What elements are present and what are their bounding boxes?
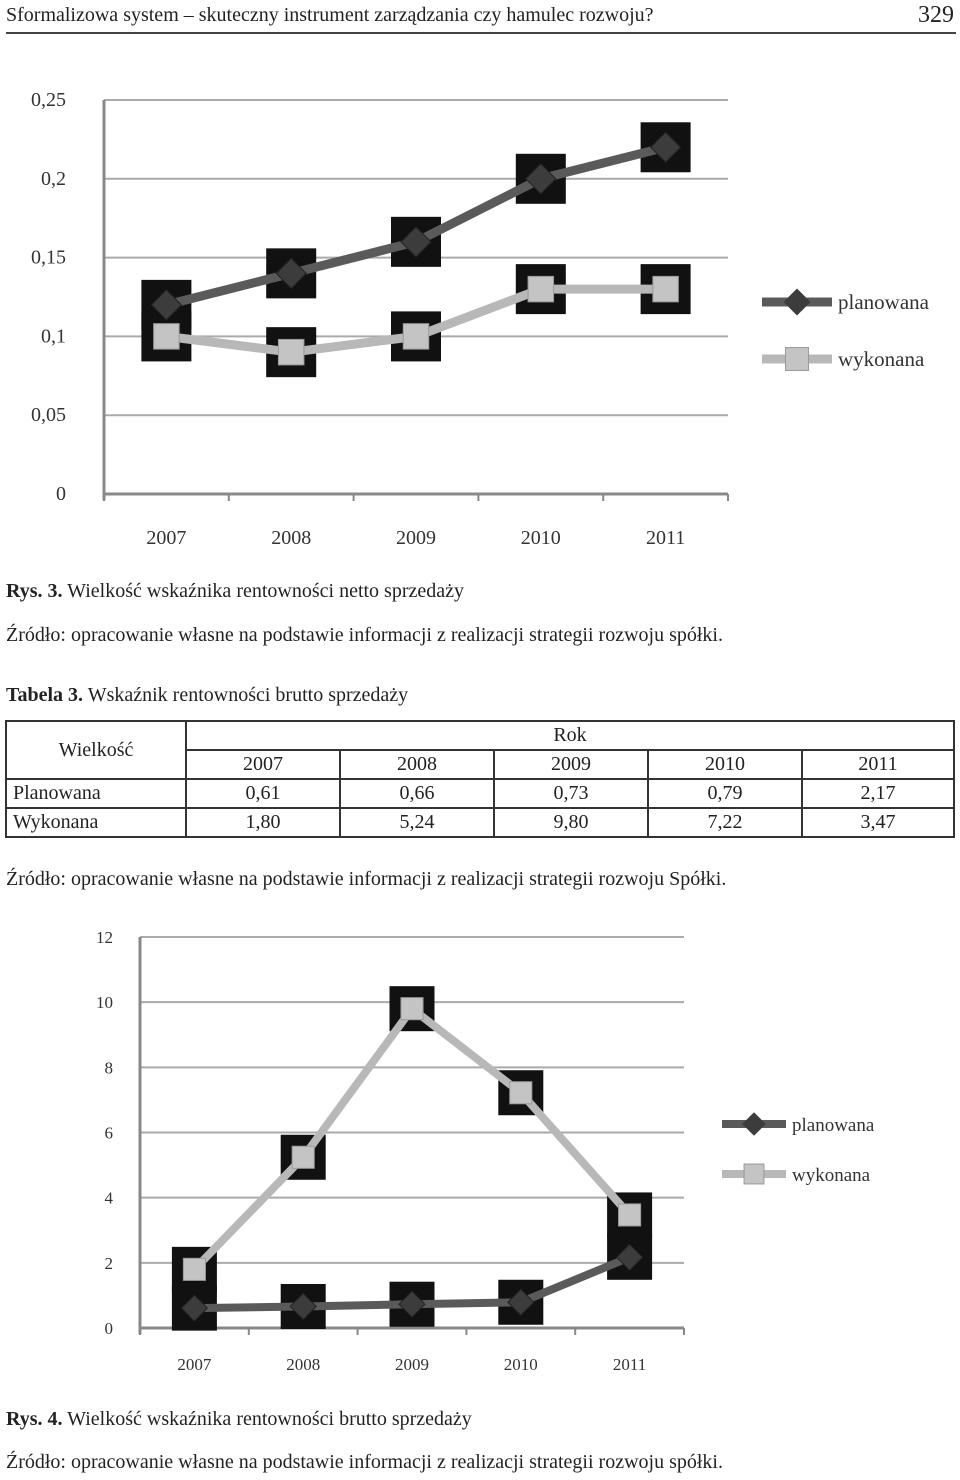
y-tick-label: 12 xyxy=(96,928,113,947)
value-cell: 3,47 xyxy=(802,808,954,837)
figure4-caption xyxy=(6,1408,472,1431)
year-cell: 2008 xyxy=(340,750,494,779)
running-header xyxy=(6,2,956,34)
data-point-wykonana xyxy=(183,1258,205,1280)
value-cell: 0,66 xyxy=(340,779,494,808)
y-tick-label: 6 xyxy=(104,1123,113,1143)
year-cell: 2011 xyxy=(802,750,954,779)
table3 xyxy=(5,720,955,838)
chart-brutto xyxy=(0,905,960,1395)
figure3-label: Rys. 3. xyxy=(6,580,63,602)
legend-marker-planowana xyxy=(784,289,811,316)
data-point-wykonana xyxy=(292,1146,314,1168)
group-label-rok: Rok xyxy=(186,721,954,750)
figure4-source: Źródło: opracowanie własne na podstawie informacji z realizacji strategii rozwoju spółki. xyxy=(6,1451,723,1473)
col-label-wielkosc: Wielkość xyxy=(6,721,186,779)
data-point-wykonana xyxy=(653,276,679,302)
table3-source: Źródło: opracowanie własne na podstawie informacji z realizacji strategii rozwoju Spółki. xyxy=(6,868,727,890)
value-cell: 0,73 xyxy=(494,779,648,808)
legend-marker-wykonana xyxy=(786,348,809,371)
data-point-wykonana xyxy=(619,1204,641,1226)
y-tick-label: 0,25 xyxy=(31,89,66,111)
year-cell: 2009 xyxy=(494,750,648,779)
value-cell: 9,80 xyxy=(494,808,648,837)
legend-label-wykonana: wykonana xyxy=(838,347,925,371)
x-tick-label: 2011 xyxy=(612,1355,647,1374)
x-tick-label: 2008 xyxy=(286,1355,321,1374)
row-label: Wykonana xyxy=(6,808,186,837)
legend-label-planowana: planowana xyxy=(792,1115,875,1136)
table3-label: Tabela 3. xyxy=(6,684,84,706)
x-tick-label: 2008 xyxy=(271,527,312,549)
table-row xyxy=(6,779,954,808)
data-point-wykonana xyxy=(278,339,304,365)
year-cell: 2007 xyxy=(186,750,340,779)
page-number: 329 xyxy=(918,2,954,28)
x-tick-label: 2009 xyxy=(396,527,436,549)
figure3-caption xyxy=(6,580,464,603)
row-label: Planowana xyxy=(6,779,186,808)
y-tick-label: 0,05 xyxy=(31,404,66,427)
x-tick-label: 2007 xyxy=(177,1355,212,1374)
year-cell: 2010 xyxy=(648,750,802,779)
y-tick-label: 0,1 xyxy=(41,325,66,348)
value-cell: 7,22 xyxy=(648,808,802,837)
x-tick-label: 2009 xyxy=(395,1355,429,1374)
y-tick-label: 0,2 xyxy=(41,167,66,190)
table-row xyxy=(6,808,954,837)
legend-label-wykonana: wykonana xyxy=(792,1165,871,1186)
y-tick-label: 0 xyxy=(104,1319,113,1338)
y-tick-label: 10 xyxy=(96,993,113,1013)
data-point-wykonana xyxy=(401,998,423,1020)
running-title: Sformalizowa system – skuteczny instrument zarządzania czy hamulec rozwoju? xyxy=(6,4,654,26)
y-tick-label: 4 xyxy=(104,1188,113,1208)
data-point-wykonana xyxy=(510,1082,532,1104)
x-tick-label: 2007 xyxy=(146,527,187,549)
y-tick-label: 8 xyxy=(104,1058,113,1078)
table3-caption xyxy=(6,684,408,707)
chart-netto xyxy=(0,60,960,560)
data-point-wykonana xyxy=(528,276,554,302)
data-point-wykonana xyxy=(403,324,429,350)
figure4-caption-text: Wielkość wskaźnika rentowności brutto sprzedaży xyxy=(67,1408,472,1430)
value-cell: 0,79 xyxy=(648,779,802,808)
x-tick-label: 2010 xyxy=(520,527,561,549)
value-cell: 5,24 xyxy=(340,808,494,837)
y-tick-label: 0,15 xyxy=(31,246,66,269)
value-cell: 1,80 xyxy=(186,808,340,837)
legend-marker-wykonana xyxy=(744,1164,764,1184)
figure3-source: Źródło: opracowanie własne na podstawie informacji z realizacji strategii rozwoju spółki. xyxy=(6,624,723,646)
y-tick-label: 2 xyxy=(104,1253,113,1273)
x-tick-label: 2011 xyxy=(645,527,686,549)
value-cell: 2,17 xyxy=(802,779,954,808)
figure4-label: Rys. 4. xyxy=(6,1408,63,1430)
value-cell: 0,61 xyxy=(186,779,340,808)
table3-caption-text: Wskaźnik rentowności brutto sprzedaży xyxy=(87,684,409,706)
series-line-wykonana xyxy=(194,1009,629,1270)
table-header-row xyxy=(6,721,954,750)
x-tick-label: 2010 xyxy=(503,1355,538,1374)
y-tick-label: 0 xyxy=(56,483,66,505)
data-point-wykonana xyxy=(154,324,180,350)
legend-marker-planowana xyxy=(742,1112,765,1135)
figure3-caption-text: Wielkość wskaźnika rentowności netto sprzedaży xyxy=(67,580,465,602)
legend-label-planowana: planowana xyxy=(838,290,929,314)
